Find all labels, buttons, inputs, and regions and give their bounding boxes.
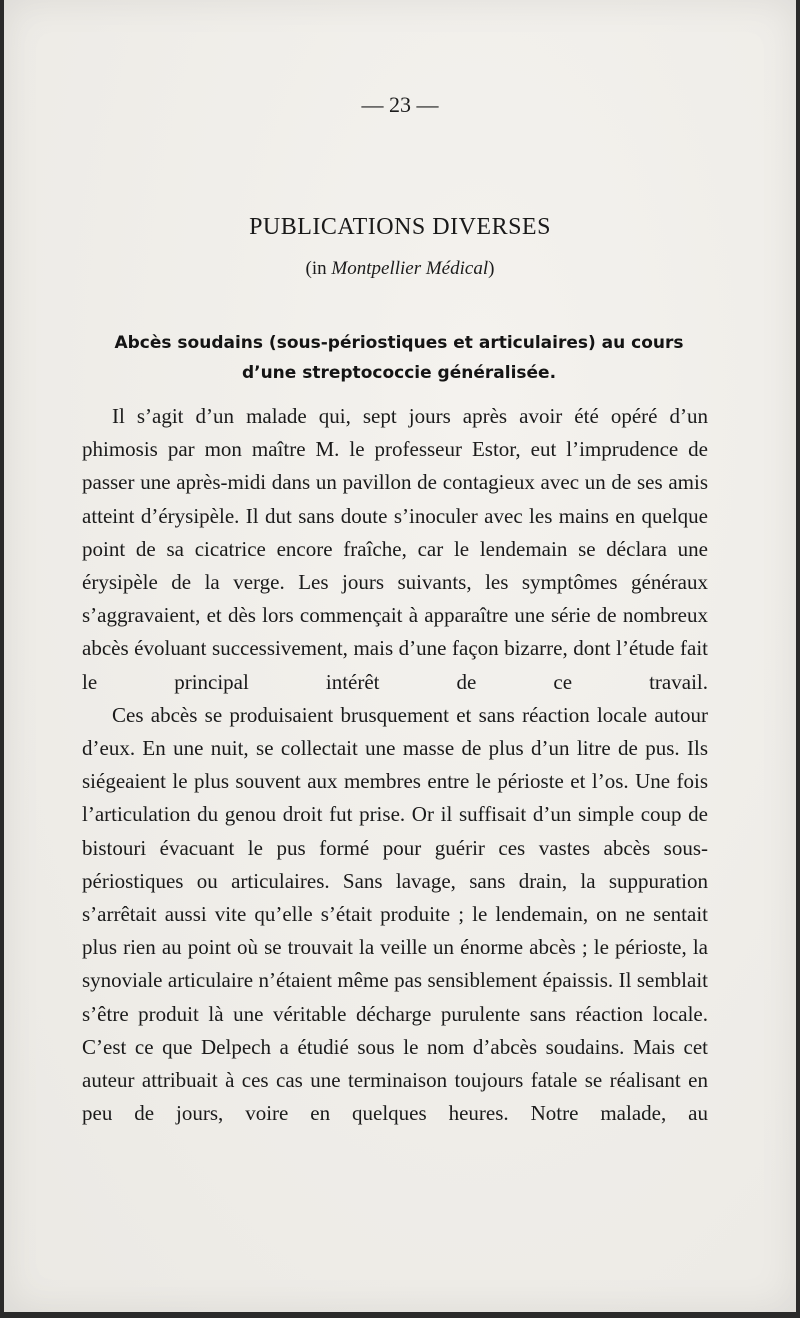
section-title: PUBLICATIONS DIVERSES bbox=[249, 214, 551, 240]
source-suffix: ) bbox=[488, 258, 495, 279]
page-number: — 23 — bbox=[361, 92, 439, 117]
source-line bbox=[4, 258, 796, 280]
article-title: Abcès soudains (sous-périostiques et articulaires) au cours d’une streptococcie généralisée. bbox=[114, 333, 684, 383]
source-journal: Montpellier Médical bbox=[331, 258, 489, 279]
article-body bbox=[82, 400, 708, 1130]
paragraph-2: Ces abcès se produisaient brusquement et sans réaction locale autour d’eux. En une nuit, se collectait une masse de plus d’un litre de pus. Ils siégeaient le plus souvent aux membres entre le périoste et l’os. Une fois l’articulation du genou droit fut prise. Or il suffisait d’un simple coup de bistouri évacuant le pus formé pour guérir ces vastes abcès sous-périostiques ou articulaires. Sans lavage, sans drain, la suppuration s’arrêtait aussi vite qu’elle s’était produite ; le lendemain, on ne sentait plus rien au point où se trouvait la veille un énorme abcès ; le périoste, la synoviale articulaire n’étaient même pas sensiblement épaissis. Il semblait s’être produit là une véritable décharge purulente sans réaction locale. C’est ce que Delpech a étudié sous le nom d’abcès soudains. Mais cet auteur attribuait à ces cas une terminaison toujours fatale se réalisant en peu de jours, voire en quelques heures. Notre malade, au bbox=[82, 702, 708, 1126]
source-prefix: (in bbox=[305, 258, 332, 279]
paragraph-1: Il s’agit d’un malade qui, sept jours après avoir été opéré d’un phimosis par mon maître M. le professeur Estor, eut l’imprudence de passer une après-midi dans un pavillon de contagieux avec un de ses amis atteint d’érysipèle. Il dut sans doute s’inoculer avec les mains en quelque point de sa cicatrice encore fraîche, car le lendemain se déclara une érysipèle de la verge. Les jours suivants, les symptômes généraux s’aggravaient, et dès lors commençait à apparaître une série de nombreux abcès évoluant successivement, mais d’une façon bizarre, dont l’étude fait le principal intérêt de ce travail. bbox=[82, 404, 708, 694]
document-page bbox=[4, 0, 796, 1312]
